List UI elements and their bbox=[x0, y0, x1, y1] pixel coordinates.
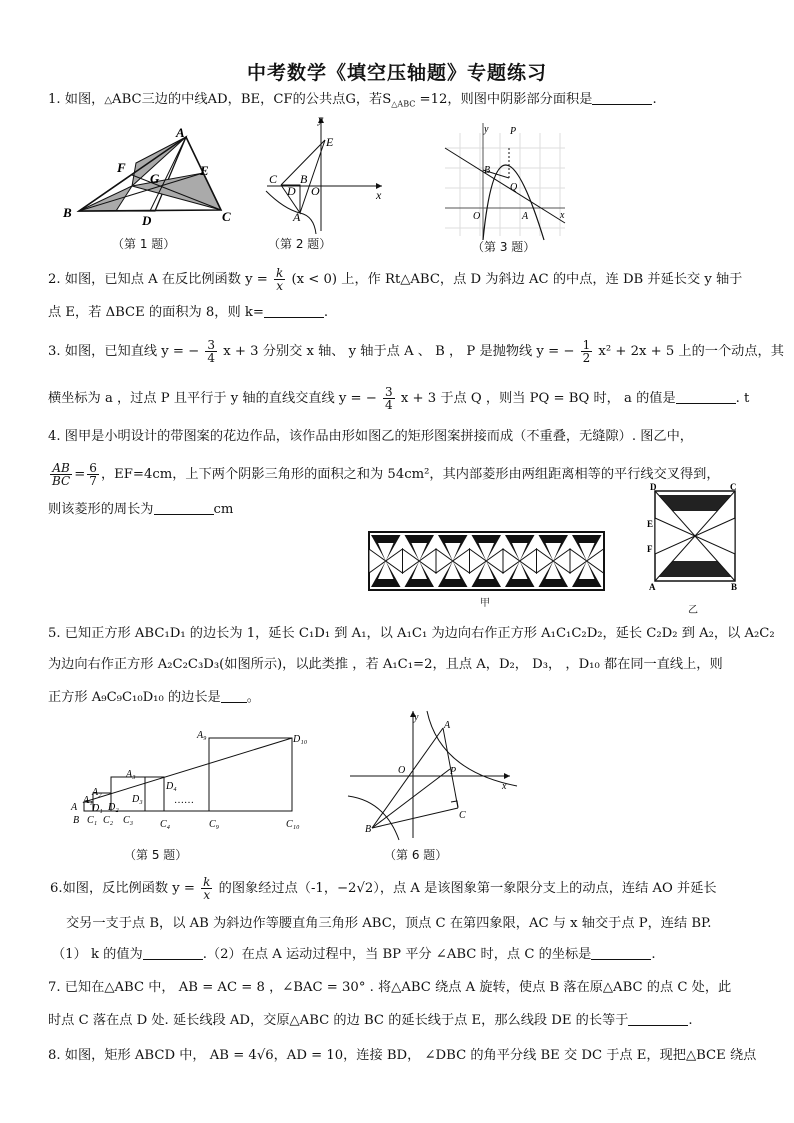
question-2-cont: 点 E，若 ΔBCE 的面积为 8，则 k= . bbox=[48, 305, 329, 320]
figure-1 bbox=[60, 125, 240, 228]
fig4-label-C: C bbox=[730, 482, 737, 492]
fig5-label-C4: C₄ bbox=[160, 819, 171, 830]
figure-jia-border-pattern bbox=[368, 531, 605, 591]
fraction-3-4-b: $\frac{3}{4}$ bbox=[385, 385, 393, 412]
figure-5 bbox=[70, 723, 320, 838]
fig3-label-B: B bbox=[484, 165, 491, 176]
answer-blank-6a[interactable] bbox=[143, 947, 203, 960]
fig5-label-C9: C₉ bbox=[209, 819, 220, 830]
fig5-label-D2: D₂ bbox=[108, 802, 119, 813]
fig6-label-P: P bbox=[450, 766, 457, 777]
fraction-k-over-x: $\frac{k}{x}$ bbox=[276, 266, 284, 293]
question-5-cont: 为边向右作正方形 A₂C₂C₃D₃(如图所示)，以此类推 ，若 A₁C₁=2，且点 A，D₂， D₃， ，D₁₀ 都在同一直线上，则 bbox=[48, 657, 723, 672]
fig5-label-A9: A₉ bbox=[197, 730, 207, 741]
fig1-label-F: F bbox=[117, 160, 126, 175]
fig2-label-x: x bbox=[376, 188, 382, 202]
fig5-label-D1: D₁ bbox=[92, 803, 103, 814]
fig2-label-D: D bbox=[287, 184, 296, 198]
fig5-label-C2: C₂ bbox=[103, 815, 114, 826]
fig6-label-x: x bbox=[502, 781, 507, 792]
fig1-label-G: G bbox=[150, 171, 160, 186]
question-4-cont2: 则该菱形的周长为 cm bbox=[48, 502, 234, 517]
answer-blank-2[interactable] bbox=[264, 305, 324, 318]
caption-fig-6: （第 6 题） bbox=[384, 848, 448, 862]
caption-fig-3: （第 3 题） bbox=[472, 240, 536, 254]
figure-3 bbox=[440, 118, 570, 243]
fig3-label-A: A bbox=[522, 211, 529, 222]
question-1: 1. 如图，△ABC三边的中线AD，BE，CF的公共点G，若$S_{\triangle ABC} =12$，则图中阴影部分面积是 . bbox=[48, 92, 657, 109]
fig5-label-D3: D₃ bbox=[132, 794, 143, 805]
fig2-label-O: O bbox=[311, 184, 320, 198]
fig5-label-C1: C₁ bbox=[87, 815, 98, 826]
caption-fig-1: （第 1 题） bbox=[112, 237, 176, 251]
fig1-label-E: E bbox=[200, 163, 209, 178]
fig6-label-O: O bbox=[398, 765, 406, 776]
fig4-label-F: F bbox=[647, 544, 653, 554]
fraction-AB-BC: $\frac{AB}{BC}$ bbox=[52, 461, 71, 488]
fig6-label-C: C bbox=[459, 810, 466, 821]
fig2-label-E: E bbox=[326, 135, 334, 149]
fig1-label-A: A bbox=[176, 125, 185, 140]
answer-blank-3[interactable] bbox=[676, 391, 736, 404]
fig4-label-A: A bbox=[649, 582, 656, 592]
fig5-label-A2: A₂ bbox=[92, 787, 102, 798]
fig5-label-C10: C₁₀ bbox=[286, 819, 300, 830]
fig6-label-B: B bbox=[365, 824, 372, 835]
question-8: 8. 如图，矩形 ABCD 中， AB = 4√6，AD = 10，连接 BD， ∠DBC 的角平分线 BE 交 DC 于点 E，现把△BCE 绕点 bbox=[48, 1048, 757, 1063]
figure-yi-rectangle bbox=[647, 483, 747, 598]
question-6: 6.如图，反比例函数 y = $\frac{k}{x}$ 的图象经过点（-1，−2√2），点 A 是该图象第一象限分支上的动点，连结 AO 并延长 bbox=[50, 875, 717, 902]
fig5-label-D4: D₄ bbox=[166, 781, 177, 792]
fig5-label-A1: A₁ bbox=[83, 795, 93, 806]
fig4-label-E: E bbox=[647, 519, 654, 529]
triangle-symbol: △ bbox=[104, 95, 113, 106]
fig5-label-D10: D₁₀ bbox=[293, 734, 308, 745]
fraction-1-2: $\frac{1}{2}$ bbox=[582, 338, 591, 365]
fig1-label-B: B bbox=[63, 205, 72, 220]
fig3-label-x: x bbox=[560, 210, 565, 221]
fig2-label-C: C bbox=[269, 172, 278, 186]
answer-blank-4[interactable] bbox=[154, 502, 214, 515]
caption-jia: 甲 bbox=[480, 598, 490, 609]
fig3-label-y: y bbox=[484, 124, 489, 135]
caption-fig-2: （第 2 题） bbox=[268, 237, 332, 251]
fig1-label-C: C bbox=[222, 209, 231, 224]
fig5-label-B: B bbox=[73, 815, 80, 826]
fraction-3-4: $\frac{3}{4}$ bbox=[207, 338, 216, 365]
fig1-label-D: D bbox=[142, 213, 152, 228]
question-7: 7. 已知在△ABC 中， AB = AC = 8 ，∠BAC = 30° . 将△ABC 绕点 A 旋转，使点 B 落在原△ABC 的点 C 处，此 bbox=[48, 980, 732, 995]
figure-2 bbox=[262, 113, 387, 235]
page-title: 中考数学《填空压轴题》专题练习 bbox=[246, 62, 547, 84]
question-7-cont: 时点 C 落在点 D 处. 延长线段 AD，交原△ABC 的边 BC 的延长线于点 E，那么线段 DE 的长等于 . bbox=[48, 1013, 693, 1028]
fig3-label-Q: Q bbox=[510, 182, 518, 193]
fig4-label-D: D bbox=[650, 482, 657, 492]
question-5-cont2: 正方形 A₉C₉C₁₀D₁₀ 的边长是 。 bbox=[48, 690, 260, 705]
fig5-label-dots: …… bbox=[174, 795, 194, 806]
figure-6 bbox=[345, 706, 520, 841]
fig3-label-P: P bbox=[510, 126, 517, 137]
fig6-label-A: A bbox=[444, 720, 451, 731]
question-3-cont: 横坐标为 a ，过点 P 且平行于 y 轴的直线交直线 y = − $\frac{3}{4}$ x + 3 于点 Q ，则当 PQ = BQ 时， a 的值是 . t bbox=[48, 385, 750, 412]
caption-fig-5: （第 5 题） bbox=[124, 848, 188, 862]
question-4: 4. 图甲是小明设计的带图案的花边作品，该作品由形如图乙的矩形图案拼接而成（不重叠，无缝隙）. 图乙中， bbox=[48, 429, 693, 444]
fig3-label-O: O bbox=[473, 211, 481, 222]
fig5-label-A: A bbox=[71, 802, 78, 813]
answer-blank-6b[interactable] bbox=[591, 947, 651, 960]
caption-yi: 乙 bbox=[688, 605, 698, 616]
fig5-label-C3: C₃ bbox=[123, 815, 134, 826]
question-2: 2. 如图，已知点 A 在反比例函数 y = $\frac{k}{x}$ (x < 0) 上，作 Rt△ABC，点 D 为斜边 AC 的中点，连 DB 并延长交 y 轴于 bbox=[48, 266, 743, 293]
fig2-label-B: B bbox=[300, 172, 308, 186]
question-4-cont: $\frac{AB}{BC}$ = $\frac{6}{7}$ ，EF=4cm，上下两个阴影三角形的面积之和为 54cm²，其内部菱形由两组距离相等的平行线交叉得到， bbox=[52, 461, 720, 488]
fig6-label-y: y bbox=[414, 712, 419, 723]
answer-blank-1[interactable] bbox=[592, 92, 652, 105]
question-3: 3. 如图，已知直线 y = − $\frac{3}{4}$ x + 3 分别交 x 轴、 y 轴于点 A 、 B ， P 是抛物线 y = − $\frac{1}{2}$ x² + 2x + 5 上的一个动点，其 bbox=[48, 338, 784, 365]
fig2-label-A: A bbox=[293, 210, 301, 224]
answer-blank-7[interactable] bbox=[628, 1013, 688, 1026]
fig2-label-y: y bbox=[318, 112, 324, 126]
question-6-cont2: （1） k 的值为 .（2）在点 A 运动过程中，当 BP 平分 ∠ABC 时，点 C 的坐标是 . bbox=[52, 947, 656, 962]
question-5: 5. 已知正方形 ABC₁D₁ 的边长为 1，延长 C₁D₁ 到 A₁，以 A₁C₁ 为边向右作正方形 A₁C₁C₂D₂，延长 C₂D₂ 到 A₂，以 A₂C₂ bbox=[48, 626, 775, 641]
fig5-label-A3: A₃ bbox=[126, 769, 136, 780]
answer-blank-5[interactable] bbox=[221, 690, 247, 703]
fraction-6-7: $\frac{6}{7}$ bbox=[89, 461, 97, 488]
question-6-cont: 交另一支于点 B，以 AB 为斜边作等腰直角三角形 ABC，顶点 C 在第四象限，AC 与 x 轴交于点 P，连结 BP. bbox=[66, 916, 712, 931]
fig4-label-B: B bbox=[731, 582, 738, 592]
fraction-k-over-x-2: $\frac{k}{x}$ bbox=[203, 875, 211, 902]
